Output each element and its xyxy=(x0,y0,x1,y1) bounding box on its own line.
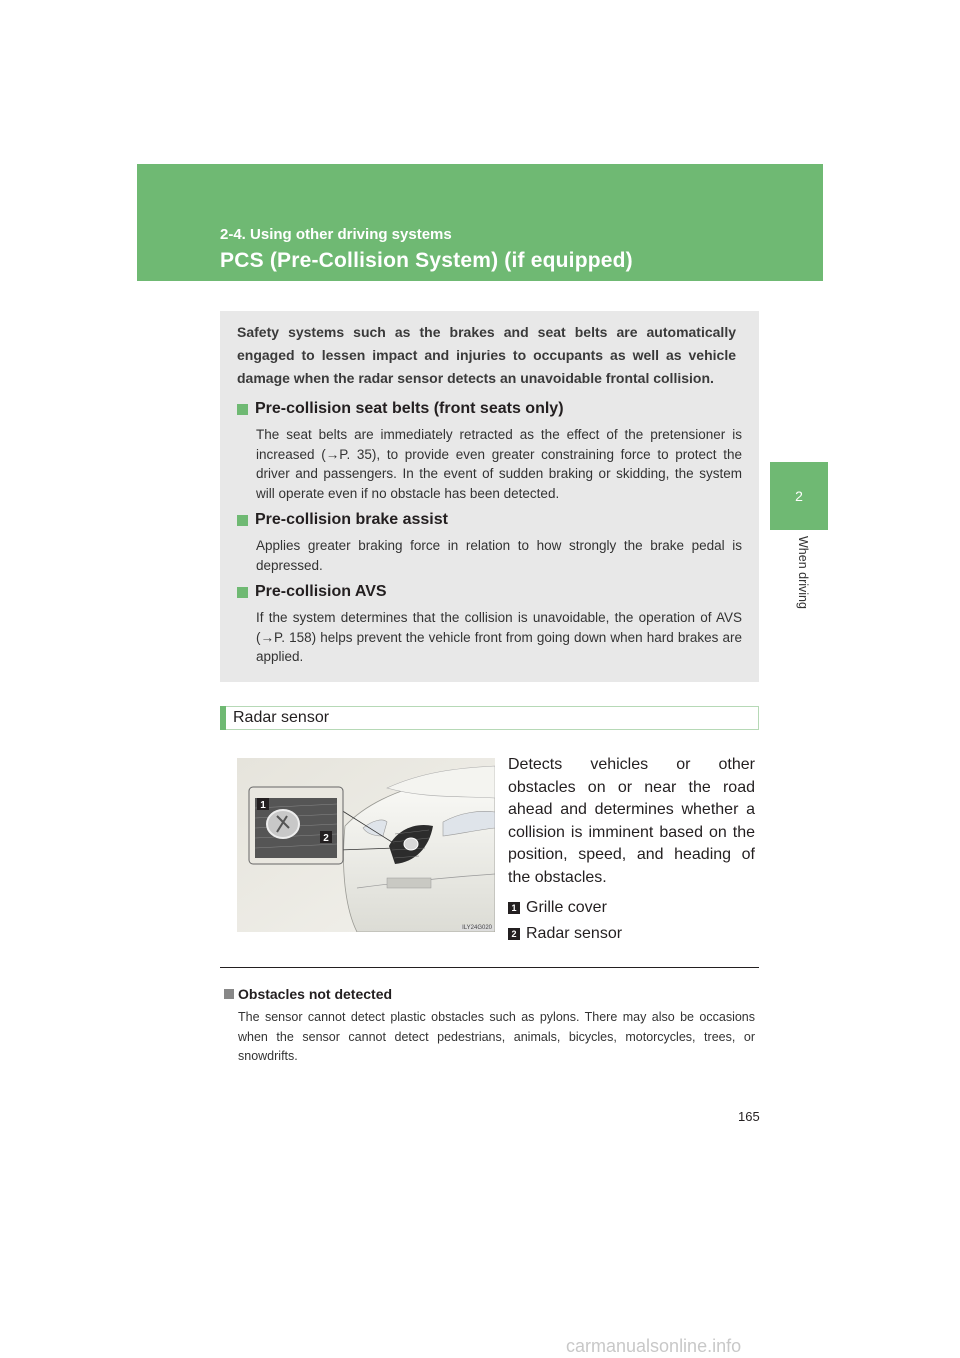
figure-code: ILY24G020 xyxy=(462,925,492,931)
item-body: If the system determines that the collision is unavoidable, the operation of AVS (→P. 158) helps prevent the vehicle front from going down when hard brakes are applied. xyxy=(256,610,742,664)
radar-illustration xyxy=(237,758,495,932)
number-badge-icon: 2 xyxy=(508,928,520,940)
page-title: PCS (Pre-Collision System) (if equipped) xyxy=(220,249,633,272)
svg-text:1: 1 xyxy=(260,800,266,811)
item-body: Applies greater braking force in relation to how strongly the brake pedal is depressed. xyxy=(256,538,742,573)
item-heading: Pre-collision AVS xyxy=(255,583,387,600)
radar-description: Detects vehicles or other obstacles on or near the road ahead and determines whether a collision is imminent based on the position, speed, and heading of the obstacles. xyxy=(508,756,755,886)
bullet-square-icon xyxy=(237,587,248,598)
bullet-square-icon xyxy=(224,989,234,999)
legend-label: Grille cover xyxy=(526,899,607,916)
item-brake-assist xyxy=(237,509,742,575)
item-seat-belts xyxy=(237,398,742,503)
note-heading: Obstacles not detected xyxy=(238,986,393,1002)
watermark: carmanualsonline.info xyxy=(566,1336,742,1356)
legend-item xyxy=(508,899,607,917)
divider xyxy=(220,967,759,968)
number-badge-icon: 1 xyxy=(508,902,520,914)
item-avs xyxy=(237,581,742,667)
item-body: The seat belts are immediately retracted as the effect of the pretensioner is increased (→P. 35), to provide even greater constraining force to protect the driver and passengers. In the event of sudden braking or skidding, the system will operate even if no obstacle has been detected. xyxy=(256,427,742,501)
svg-text:2: 2 xyxy=(323,833,329,844)
intro-panel xyxy=(220,311,759,682)
legend-label: Radar sensor xyxy=(526,925,623,942)
item-heading: Pre-collision seat belts (front seats only) xyxy=(255,400,564,417)
radar-title: Radar sensor xyxy=(233,709,330,726)
bullet-square-icon xyxy=(237,404,248,415)
chapter-number: 2 xyxy=(795,488,803,504)
chapter-label: When driving xyxy=(796,536,810,609)
note-section xyxy=(224,986,755,1067)
car-front-illustration xyxy=(237,758,495,932)
section-label: 2-4. Using other driving systems xyxy=(220,226,452,243)
intro-text: Safety systems such as the brakes and seat belts are automatically engaged to lessen impact and injuries to occupants as well as vehicle damage when the radar sensor detects an unavoidable frontal collision. xyxy=(237,324,736,386)
legend-item xyxy=(508,925,622,943)
bullet-square-icon xyxy=(237,515,248,526)
chapter-tab[interactable] xyxy=(770,462,828,530)
section-header xyxy=(137,164,823,281)
page-number: 165 xyxy=(738,1109,760,1124)
note-body: The sensor cannot detect plastic obstacles such as pylons. There may also be occasions when the sensor cannot detect pedestrians, animals, bicycles, motorcycles, trees, or snowdrifts. xyxy=(238,1010,755,1063)
item-heading: Pre-collision brake assist xyxy=(255,511,448,528)
radar-section-header xyxy=(220,706,759,730)
